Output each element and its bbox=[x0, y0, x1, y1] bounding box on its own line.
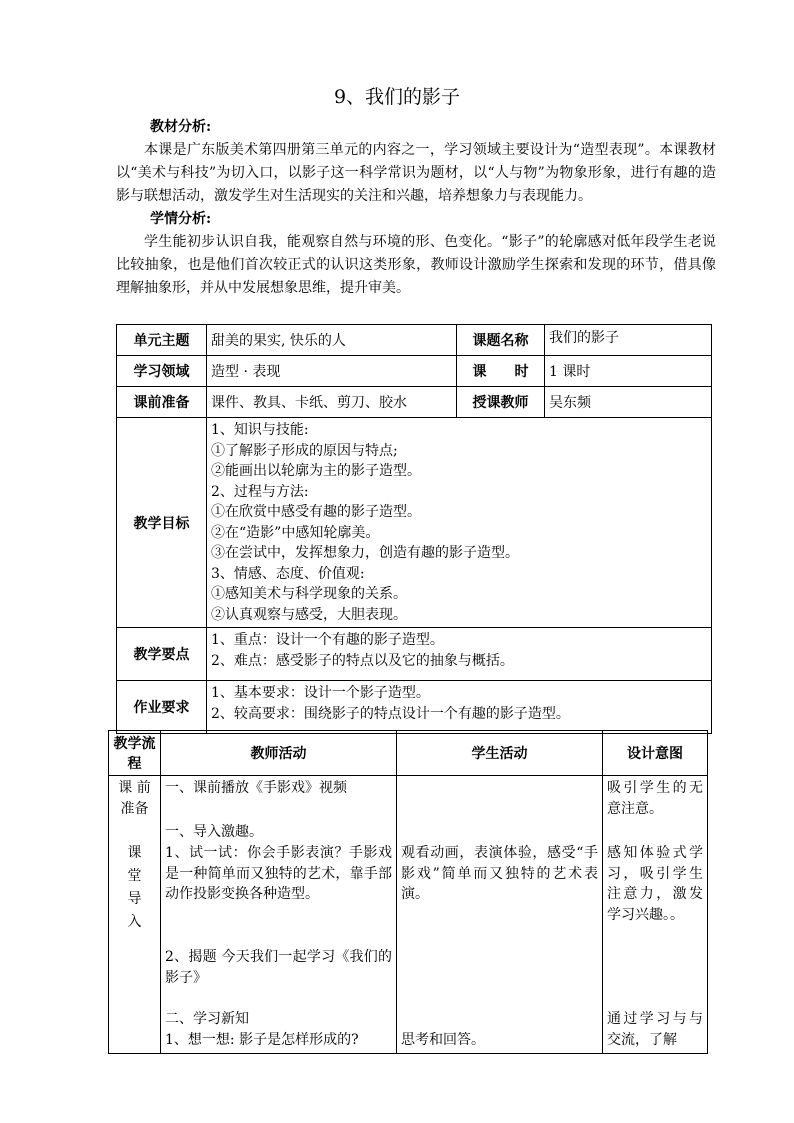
stage-char: 课 bbox=[127, 845, 142, 861]
intent-item: 吸引学生的无意注意。 bbox=[607, 780, 703, 817]
analysis-text: 本课是广东版美术第四册第三单元的内容之一，学习领域主要设计为“造型表现”。本课教材以“美术与科技”为切入口，以影子这一科学常识为题材，以“人与物”为物象形象，进行有趣的造影与联想活动，激发学生对生活现实的关注和兴趣，培养想象力与表现能力。 bbox=[116, 142, 716, 204]
hours-label: 课 时 bbox=[457, 356, 545, 387]
stage-char: 堂 bbox=[127, 868, 142, 884]
student-item: 思考和回答。 bbox=[401, 1032, 485, 1048]
goal-line: ②能画出以轮廓为主的影子造型。 bbox=[211, 463, 421, 479]
goal-line: ②认真观察与感受，大胆表现。 bbox=[211, 606, 407, 623]
teacher-item: 一、导入激趣。 bbox=[165, 824, 263, 840]
unit-value: 甜美的果实, 快乐的人 bbox=[207, 325, 457, 356]
goal-line: 1、知识与技能: bbox=[211, 422, 309, 438]
stage-char: 入 bbox=[127, 914, 142, 930]
homework-line: 1、基本要求：设计一个影子造型。 bbox=[211, 685, 430, 701]
teacher-item: 一、课前播放《手影戏》视频 bbox=[165, 780, 347, 796]
teacher-item: 1、试一试：你会手影表演？手影戏是一种简单而又独特的艺术，靠手部动作投影变换各种造型。 bbox=[165, 845, 392, 902]
stage-prep: 课 前准备 bbox=[118, 780, 151, 817]
student-cell bbox=[397, 776, 603, 1054]
unit-label: 单元主题 bbox=[117, 325, 207, 356]
goal-line: ③在尝试中，发挥想象力，创造有趣的影子造型。 bbox=[211, 545, 519, 561]
keypoints-label: 教学要点 bbox=[117, 628, 207, 681]
teaching-flow-table bbox=[108, 730, 708, 1054]
stage-cell bbox=[109, 776, 161, 1054]
goals-label: 教学目标 bbox=[117, 418, 207, 628]
goal-line: ①了解影子形成的原因与特点; bbox=[211, 442, 398, 459]
student-item: 观看动画，表演体验，感受“手影戏”简单而又独特的艺术表演。 bbox=[401, 845, 598, 902]
teacher-cell bbox=[161, 776, 397, 1054]
goal-line: ①在欣赏中感受有趣的影子造型。 bbox=[211, 504, 421, 520]
lesson-info-table bbox=[116, 324, 712, 734]
analysis-heading: 教材分析: bbox=[150, 119, 212, 135]
keypoint-line: 2、难点：感受影子的特点以及它的抽象与概括。 bbox=[211, 652, 514, 669]
domain-value: 造型 · 表现 bbox=[207, 356, 457, 387]
header-student: 学生活动 bbox=[397, 731, 603, 776]
intent-item: 感知体验式学习，吸引学生注意力，激发学习兴趣。。 bbox=[607, 845, 703, 923]
stage-char: 导 bbox=[127, 891, 142, 907]
intro-section bbox=[116, 116, 716, 300]
homework-line: 2、较高要求：围绕影子的特点设计一个有趣的影子造型。 bbox=[211, 705, 570, 722]
header-teacher: 教师活动 bbox=[161, 731, 397, 776]
lesson-value: 我们的影子 bbox=[545, 325, 712, 356]
homework-cell bbox=[207, 681, 712, 734]
goal-line: ①感知美术与科学现象的关系。 bbox=[211, 586, 407, 602]
lesson-label: 课题名称 bbox=[457, 325, 545, 356]
hours-value: 1 课时 bbox=[545, 356, 712, 387]
learner-heading: 学情分析: bbox=[150, 211, 212, 227]
domain-label: 学习领域 bbox=[117, 356, 207, 387]
teacher-value: 吴东频 bbox=[545, 387, 712, 418]
keypoints-cell bbox=[207, 628, 712, 681]
header-intent: 设计意图 bbox=[603, 731, 708, 776]
stage-intro bbox=[113, 842, 156, 934]
header-flow: 教学流程 bbox=[109, 731, 161, 776]
goal-line: 2、过程与方法: bbox=[211, 483, 309, 500]
goal-line: 3、情感、态度、价值观: bbox=[211, 565, 365, 582]
teacher-label: 授课教师 bbox=[457, 387, 545, 418]
intent-item: 通过学习与与交流，了解 bbox=[607, 1011, 703, 1048]
prep-value: 课件、教具、卡纸、剪刀、胶水 bbox=[207, 387, 457, 418]
intent-cell bbox=[603, 776, 708, 1054]
teacher-item: 1、想一想: 影子是怎样形成的? bbox=[165, 1031, 359, 1048]
teacher-item: 2、揭题 今天我们一起学习《我们的影子》 bbox=[165, 949, 392, 986]
document-title: 9、我们的影子 bbox=[333, 86, 461, 108]
keypoint-line: 1、重点：设计一个有趣的影子造型。 bbox=[211, 632, 444, 648]
prep-label: 课前准备 bbox=[117, 387, 207, 418]
homework-label: 作业要求 bbox=[117, 681, 207, 734]
learner-text: 学生能初步认识自我，能观察自然与环境的形、色变化。“影子”的轮廓感对低年段学生老说比较抽象，也是他们首次较正式的认识这类形象，教师设计激励学生探索和发现的环节，借具像理解抽象形，并从中发展想象思维，提升审美。 bbox=[116, 234, 716, 296]
goals-cell bbox=[207, 418, 712, 628]
teacher-item: 二、学习新知 bbox=[165, 1011, 249, 1027]
goal-line: ②在“造影”中感知轮廓美。 bbox=[211, 524, 380, 541]
